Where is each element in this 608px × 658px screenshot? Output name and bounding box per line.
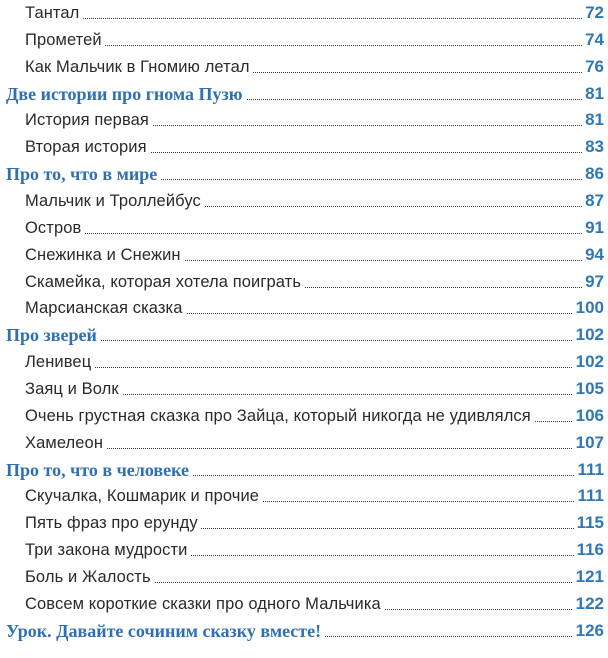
toc-entry	[0, 565, 608, 591]
toc-entry	[0, 350, 608, 376]
toc-entry	[0, 484, 608, 510]
entry-title: Боль и Жалость	[25, 565, 154, 589]
page-number: 76	[582, 55, 604, 79]
page-number: 81	[582, 108, 604, 132]
page-number: 97	[582, 270, 604, 294]
entry-title: Заяц и Волк	[25, 377, 122, 401]
dot-leader	[25, 18, 604, 19]
entry-title: Совсем короткие сказки про одного Мальчика	[25, 592, 384, 616]
page-number: 91	[582, 216, 604, 240]
entry-title: Ленивец	[25, 350, 94, 374]
section-title: Про то, что в мире	[6, 162, 160, 186]
entry-title: Вторая история	[25, 135, 150, 159]
page-number: 102	[573, 350, 604, 374]
page-number: 115	[574, 511, 604, 535]
toc-entry	[0, 55, 608, 81]
entry-title: Остров	[25, 216, 84, 240]
toc-entry	[0, 243, 608, 269]
page-number: 121	[573, 565, 604, 589]
toc-entry	[0, 377, 608, 403]
page-number: 126	[573, 619, 604, 643]
page-number: 100	[573, 296, 604, 320]
dot-leader	[25, 233, 604, 234]
page-number: 111	[575, 458, 605, 482]
toc-entry	[0, 189, 608, 215]
page-number: 106	[573, 404, 604, 428]
toc-section	[0, 323, 608, 349]
section-title: Про то, что в человеке	[6, 458, 192, 482]
toc-section	[0, 458, 608, 484]
toc-entry	[0, 108, 608, 134]
page-number: 122	[573, 592, 604, 616]
section-title: Урок. Давайте сочиним сказку вместе!	[6, 619, 324, 643]
toc-section	[0, 162, 608, 188]
page-number: 107	[573, 431, 604, 455]
toc-entry	[0, 216, 608, 242]
entry-title: Как Мальчик в Гномию летал	[25, 55, 253, 79]
toc-entry	[0, 431, 608, 457]
page-number: 116	[574, 538, 604, 562]
toc-entry	[0, 270, 608, 296]
page-number: 81	[582, 82, 604, 106]
entry-title: Пять фраз про ерунду	[25, 511, 201, 535]
entry-title: Три закона мудрости	[25, 538, 190, 562]
entry-title: Мальчик и Троллейбус	[25, 189, 204, 213]
entry-title: Скамейка, которая хотела поиграть	[25, 270, 304, 294]
entry-title: Прометей	[25, 28, 105, 52]
toc-entry	[0, 28, 608, 54]
entry-title: История первая	[25, 108, 152, 132]
entry-title: Скучалка, Кошмарик и прочие	[25, 484, 262, 508]
page-number: 94	[582, 243, 604, 267]
page-number: 86	[582, 162, 604, 186]
toc-entry	[0, 135, 608, 161]
toc-entry	[0, 296, 608, 322]
page-number: 102	[573, 323, 604, 347]
dot-leader	[25, 448, 604, 449]
entry-title: Очень грустная сказка про Зайца, который никогда не удивлялся	[25, 404, 534, 428]
toc-section	[0, 82, 608, 108]
section-title: Про зверей	[6, 323, 100, 347]
entry-title: Снежинка и Снежин	[25, 243, 184, 267]
toc-entry	[0, 592, 608, 618]
page-number: 74	[582, 28, 604, 52]
page-number: 87	[582, 189, 604, 213]
dot-leader	[25, 367, 604, 368]
entry-title: Тантал	[25, 1, 82, 25]
page-number: 72	[582, 1, 604, 25]
toc-entry	[0, 404, 608, 430]
toc-entry	[0, 511, 608, 537]
toc-entry	[0, 538, 608, 564]
page-number: 111	[575, 484, 605, 508]
page-number: 83	[582, 135, 604, 159]
toc-entry	[0, 1, 608, 27]
entry-title: Хамелеон	[25, 431, 106, 455]
section-title: Две истории про гнома Пузю	[6, 82, 246, 106]
entry-title: Марсианская сказка	[25, 296, 186, 320]
dot-leader	[25, 45, 604, 46]
page-number: 105	[573, 377, 604, 401]
toc-section	[0, 619, 608, 645]
